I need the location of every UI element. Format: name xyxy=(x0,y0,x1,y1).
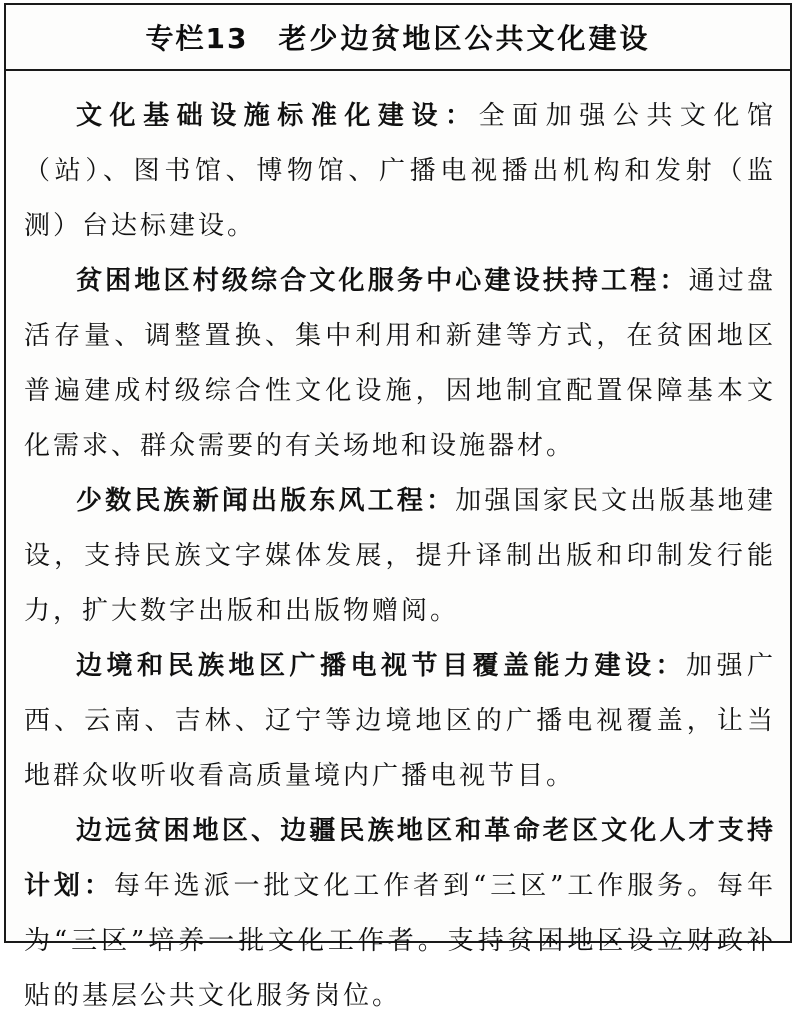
column-title: 老少边贫地区公共文化建设 xyxy=(278,22,651,55)
paragraph-text: 每年选派一批文化工作者到“三区”工作服务。每年为“三区”培养一批文化工作者。支持贫困地区设立财政补贴的基层公共文化服务岗位。 xyxy=(24,871,776,1011)
paragraph-text: 加强广西、云南、吉林、辽宁等边境地区的广播电视覆盖，让当地群众收听收看高质量境内广播电视节目。 xyxy=(24,651,776,791)
paragraph-cultural-infrastructure xyxy=(24,89,776,254)
column-content xyxy=(6,71,790,1024)
paragraph-text: 加强国家民文出版基地建设，支持民族文字媒体发展，提升译制出版和印制发行能力，扩大数字出版和出版物赠阅。 xyxy=(24,486,776,626)
column-header xyxy=(6,5,790,71)
paragraph-border-broadcast xyxy=(24,639,776,804)
column-label: 专栏13 xyxy=(145,22,249,55)
paragraph-talent-support xyxy=(24,804,776,1024)
paragraph-lead: 边境和民族地区广播电视节目覆盖能力建设： xyxy=(76,651,686,681)
paragraph-text: 全面加强公共文化馆（站）、图书馆、博物馆、广播电视播出机构和发射（监测）台达标建设。 xyxy=(24,101,776,241)
paragraph-text: 通过盘活存量、调整置换、集中利用和新建等方式，在贫困地区普遍建成村级综合性文化设施，因地制宜配置保障基本文化需求、群众需要的有关场地和设施器材。 xyxy=(24,266,776,461)
paragraph-lead: 少数民族新闻出版东风工程： xyxy=(76,486,456,516)
paragraph-lead: 贫困地区村级综合文化服务中心建设扶持工程： xyxy=(76,266,689,296)
paragraph-ethnic-publishing xyxy=(24,474,776,639)
paragraph-lead: 文化基础设施标准化建设： xyxy=(76,101,479,131)
column-box xyxy=(4,3,792,1011)
paragraph-lead: 边远贫困地区、边疆民族地区和革命老区文化人才支持计划： xyxy=(24,816,776,901)
paragraph-village-service-center xyxy=(24,254,776,474)
